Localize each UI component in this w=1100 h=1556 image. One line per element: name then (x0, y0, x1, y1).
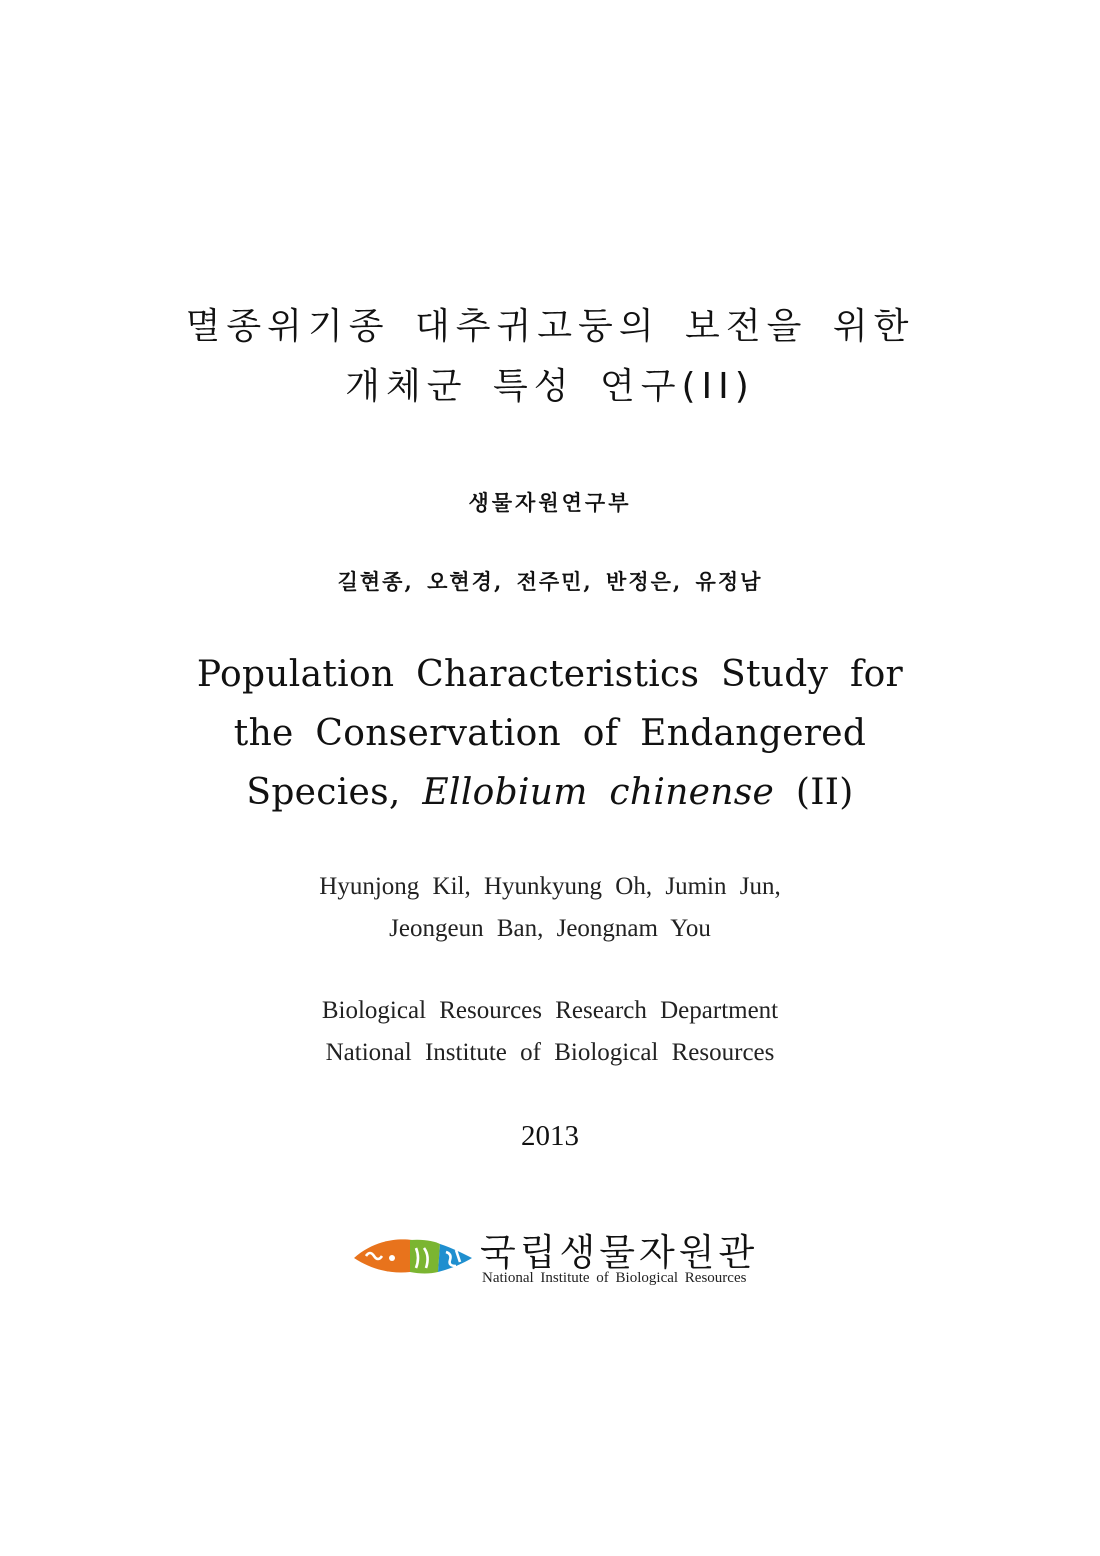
korean-authors: 길현종, 오현경, 전주민, 반정은, 유정남 (337, 569, 763, 594)
korean-title-line-1: 멸종위기종 대추귀고둥의 보전을 위한 (185, 306, 915, 347)
institute-name-korean: 국립생물자원관 (480, 1231, 759, 1274)
english-authors-line-2: Jeongeun Ban, Jeongnam You (389, 915, 711, 942)
species-name: Ellobium chinense (422, 772, 775, 813)
korean-department: 생물자원연구부 (468, 490, 632, 515)
publication-year: 2013 (521, 1120, 579, 1152)
institute-logo (352, 1222, 772, 1292)
affiliation-line-1: Biological Resources Research Department (321, 997, 779, 1024)
korean-title-line-2: 개체군 특성 연구(II) (345, 366, 755, 407)
english-title-line-3 (0, 772, 1100, 813)
institute-name-english: National Institute of Biological Resources (482, 1270, 747, 1286)
english-title-line-1: Population Characteristics Study for (196, 654, 904, 695)
english-authors-line-1: Hyunjong Kil, Hyunkyung Oh, Jumin Jun, (319, 873, 781, 900)
english-title-prefix: Species, (246, 772, 401, 813)
english-title-suffix: (II) (795, 772, 854, 813)
affiliation-line-2: National Institute of Biological Resources (325, 1039, 775, 1066)
english-title-line-2: the Conservation of Endangered (233, 713, 867, 754)
institute-emblem-icon (352, 1236, 474, 1276)
